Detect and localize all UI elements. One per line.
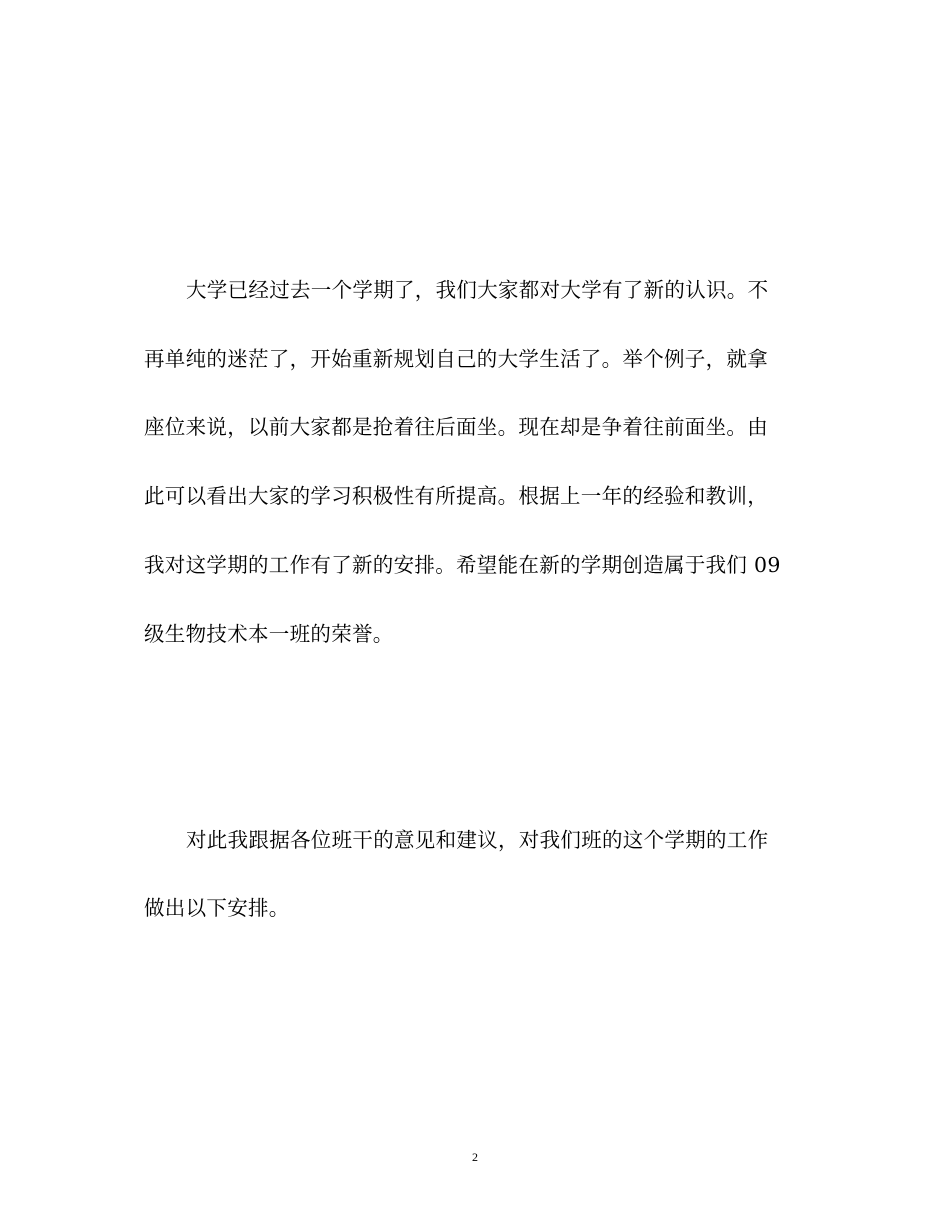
page-number: 2 [472, 1150, 478, 1164]
paragraph-line: 级生物技术本一班的荣誉。 [144, 622, 394, 646]
paragraph-line: 座位来说，以前大家都是抢着往后面坐。现在却是争着往前面坐。由 [144, 415, 768, 439]
paragraph-line: 对此我跟据各位班干的意见和建议，对我们班的这个学期的工作 [186, 828, 769, 852]
paragraph-line: 大学已经过去一个学期了，我们大家都对大学有了新的认识。不 [186, 278, 769, 302]
paragraph-line: 做出以下安排。 [144, 896, 290, 920]
paragraph-line: 此可以看出大家的学习积极性有所提高。根据上一年的经验和教训， [144, 484, 768, 508]
paragraph-line: 再单纯的迷茫了，开始重新规划自己的大学生活了。举个例子，就拿 [144, 347, 768, 371]
paragraph-line: 我对这学期的工作有了新的安排。希望能在新的学期创造属于我们 09 [144, 553, 781, 577]
